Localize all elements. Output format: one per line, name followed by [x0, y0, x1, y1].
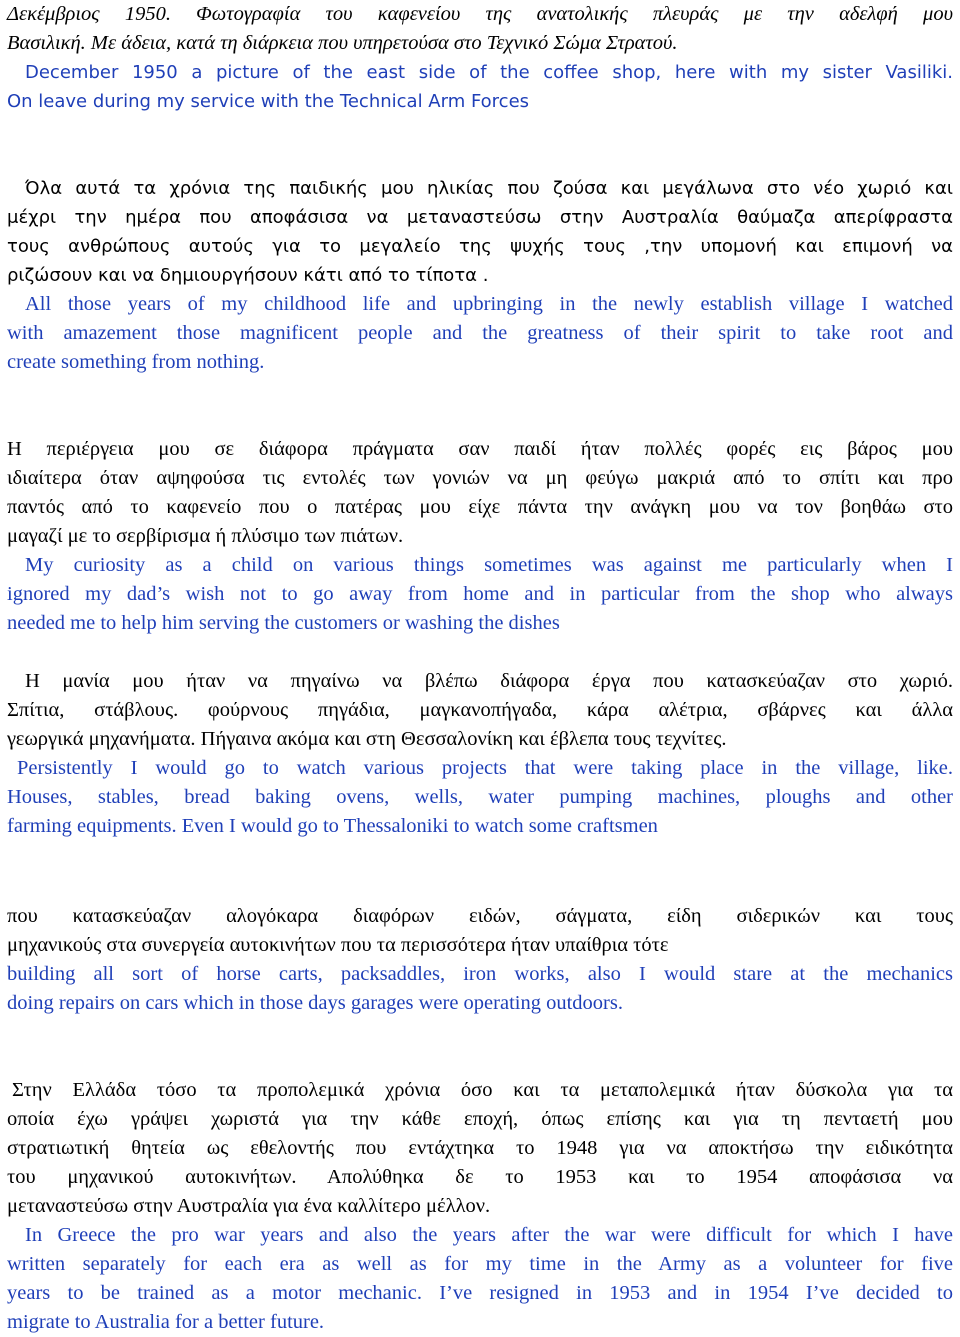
- english-line: needed me to help him serving the customers or washing the dishes: [7, 612, 560, 634]
- english-line: Houses, stables, bread baking ovens, wells, water pumping machines, ploughs and other: [7, 786, 953, 808]
- greek-line: παντός από το καφενείο που ο πατέρας μου είχε πάντα την ανάγκη μου να τον βοηθάω στο: [7, 496, 953, 518]
- greek-line: μηχανικούς στα συνεργεία αυτοκινήτων που τα περισσότερα ήταν υπαίθρια τότε: [7, 934, 669, 956]
- caption-english-line: On leave during my service with the Technical Arm Forces: [7, 91, 530, 112]
- document-page: [7, 0, 953, 1337]
- english-line: with amazement those magnificent people and the greatness of their spirit to take root and: [7, 322, 953, 344]
- greek-line: γεωργικά μηχανήματα. Πήγαινα ακόμα και στη Θεσσαλονίκη και έβλεπα τους τεχνίτες.: [7, 728, 727, 750]
- english-line: doing repairs on cars which in those days garages were operating outdoors.: [7, 992, 623, 1014]
- caption-greek-line: Βασιλική. Με άδεια, κατά τη διάρκεια που υπηρετούσα στο Τεχνικό Σώμα Στρατού.: [7, 32, 678, 54]
- greek-line: Σπίτια, στάβλους. φούρνους πηγάδια, μαγκανοπήγαδα, κάρα αλέτρια, σβάρνες και άλλα: [7, 699, 953, 721]
- greek-line: Όλα αυτά τα χρόνια της παιδικής μου ηλικίας που ζούσα και μεγάλωνα στο νέο χωριό και: [25, 178, 953, 199]
- greek-line: οποία έχω γράψει χωριστά για την κάθε εποχή, όπως επίσης και για τη πενταετή μου: [7, 1108, 953, 1130]
- greek-line: μέχρι την ημέρα που αποφάσισα να μεταναστεύσω στην Αυστραλία θαύμαζα απερίφραστα: [7, 207, 953, 228]
- english-line: years to be trained as a motor mechanic. I’ve resigned in 1953 and in 1954 I’ve decided to: [7, 1282, 953, 1304]
- greek-line: στρατιωτική θητεία ως εθελοντής που εντάχτηκα το 1948 για να αποκτήσω την ειδικότητα: [7, 1137, 953, 1159]
- english-line: In Greece the pro war years and also the years after the war were difficult for which I have: [25, 1224, 953, 1246]
- english-line: building all sort of horse carts, packsaddles, iron works, also I would stare at the mechanics: [7, 963, 953, 985]
- paragraph-projects: [7, 667, 953, 841]
- english-line: written separately for each era as well as for my time in the Army as a volunteer for five: [7, 1253, 953, 1275]
- greek-line: Η περιέργεια μου σε διάφορα πράγματα σαν παιδί ήταν πολλές φορές εις βάρος μου: [7, 438, 953, 460]
- greek-line: Η μανία μου ήταν να πηγαίνω να βλέπω διάφορα έργα που κατασκεύαζαν στο χωριό.: [25, 670, 953, 692]
- paragraph-greece-years: [7, 1076, 953, 1337]
- english-line: Persistently I would go to watch various projects that were taking place in the village, like.: [17, 757, 953, 779]
- english-line: All those years of my childhood life and upbringing in the newly establish village I watched: [25, 293, 953, 315]
- caption-english-line: December 1950 a picture of the east side of the coffee shop, here with my sister Vasiliki.: [25, 62, 953, 83]
- photo-caption: [7, 0, 953, 116]
- caption-greek-line: Δεκέμβριος 1950. Φωτογραφία του καφενείου της ανατολικής πλευράς με την αδελφή μου: [7, 3, 953, 25]
- english-line: farming equipments. Even I would go to Thessaloniki to watch some craftsmen: [7, 815, 658, 837]
- english-line: create something from nothing.: [7, 351, 265, 373]
- paragraph-childhood: [7, 174, 953, 377]
- paragraph-craftsmen: [7, 902, 953, 1018]
- greek-line: μεταναστεύσω στην Αυστραλία για ένα καλλίτερο μέλλον.: [7, 1195, 491, 1217]
- english-line: My curiosity as a child on various things sometimes was against me particularly when I: [25, 554, 953, 576]
- greek-line: που κατασκεύαζαν αλογόκαρα διαφόρων ειδών, σάγματα, είδη σιδερικών και τους: [7, 905, 953, 927]
- greek-line: ιδιαίτερα όταν αψηφούσα τις εντολές των γονιών να μη φεύγω μακριά από το σπίτι και προ: [7, 467, 953, 489]
- greek-line: μαγαζί με το σερβίρισμα ή πλύσιμο των πιάτων.: [7, 525, 404, 547]
- greek-line: του μηχανικού αυτοκινήτων. Απολύθηκα δε το 1953 και το 1954 αποφάσισα να: [7, 1166, 953, 1188]
- greek-line: ριζώσουν και να δημιουργήσουν κάτι από το τίποτα .: [7, 265, 489, 286]
- greek-line: Στην Ελλάδα τόσο τα προπολεμικά χρόνια όσο και τα μεταπολεμικά ήταν δύσκολα για τα: [12, 1079, 953, 1101]
- paragraph-curiosity: [7, 435, 953, 638]
- english-line: migrate to Australia for a better future.: [7, 1311, 325, 1333]
- english-line: ignored my dad’s wish not to go away from home and in particular from the shop who always: [7, 583, 953, 605]
- greek-line: τους ανθρώπους αυτούς για το μεγαλείο της ψυχής τους ,την υπομονή και επιμονή να: [7, 236, 953, 257]
